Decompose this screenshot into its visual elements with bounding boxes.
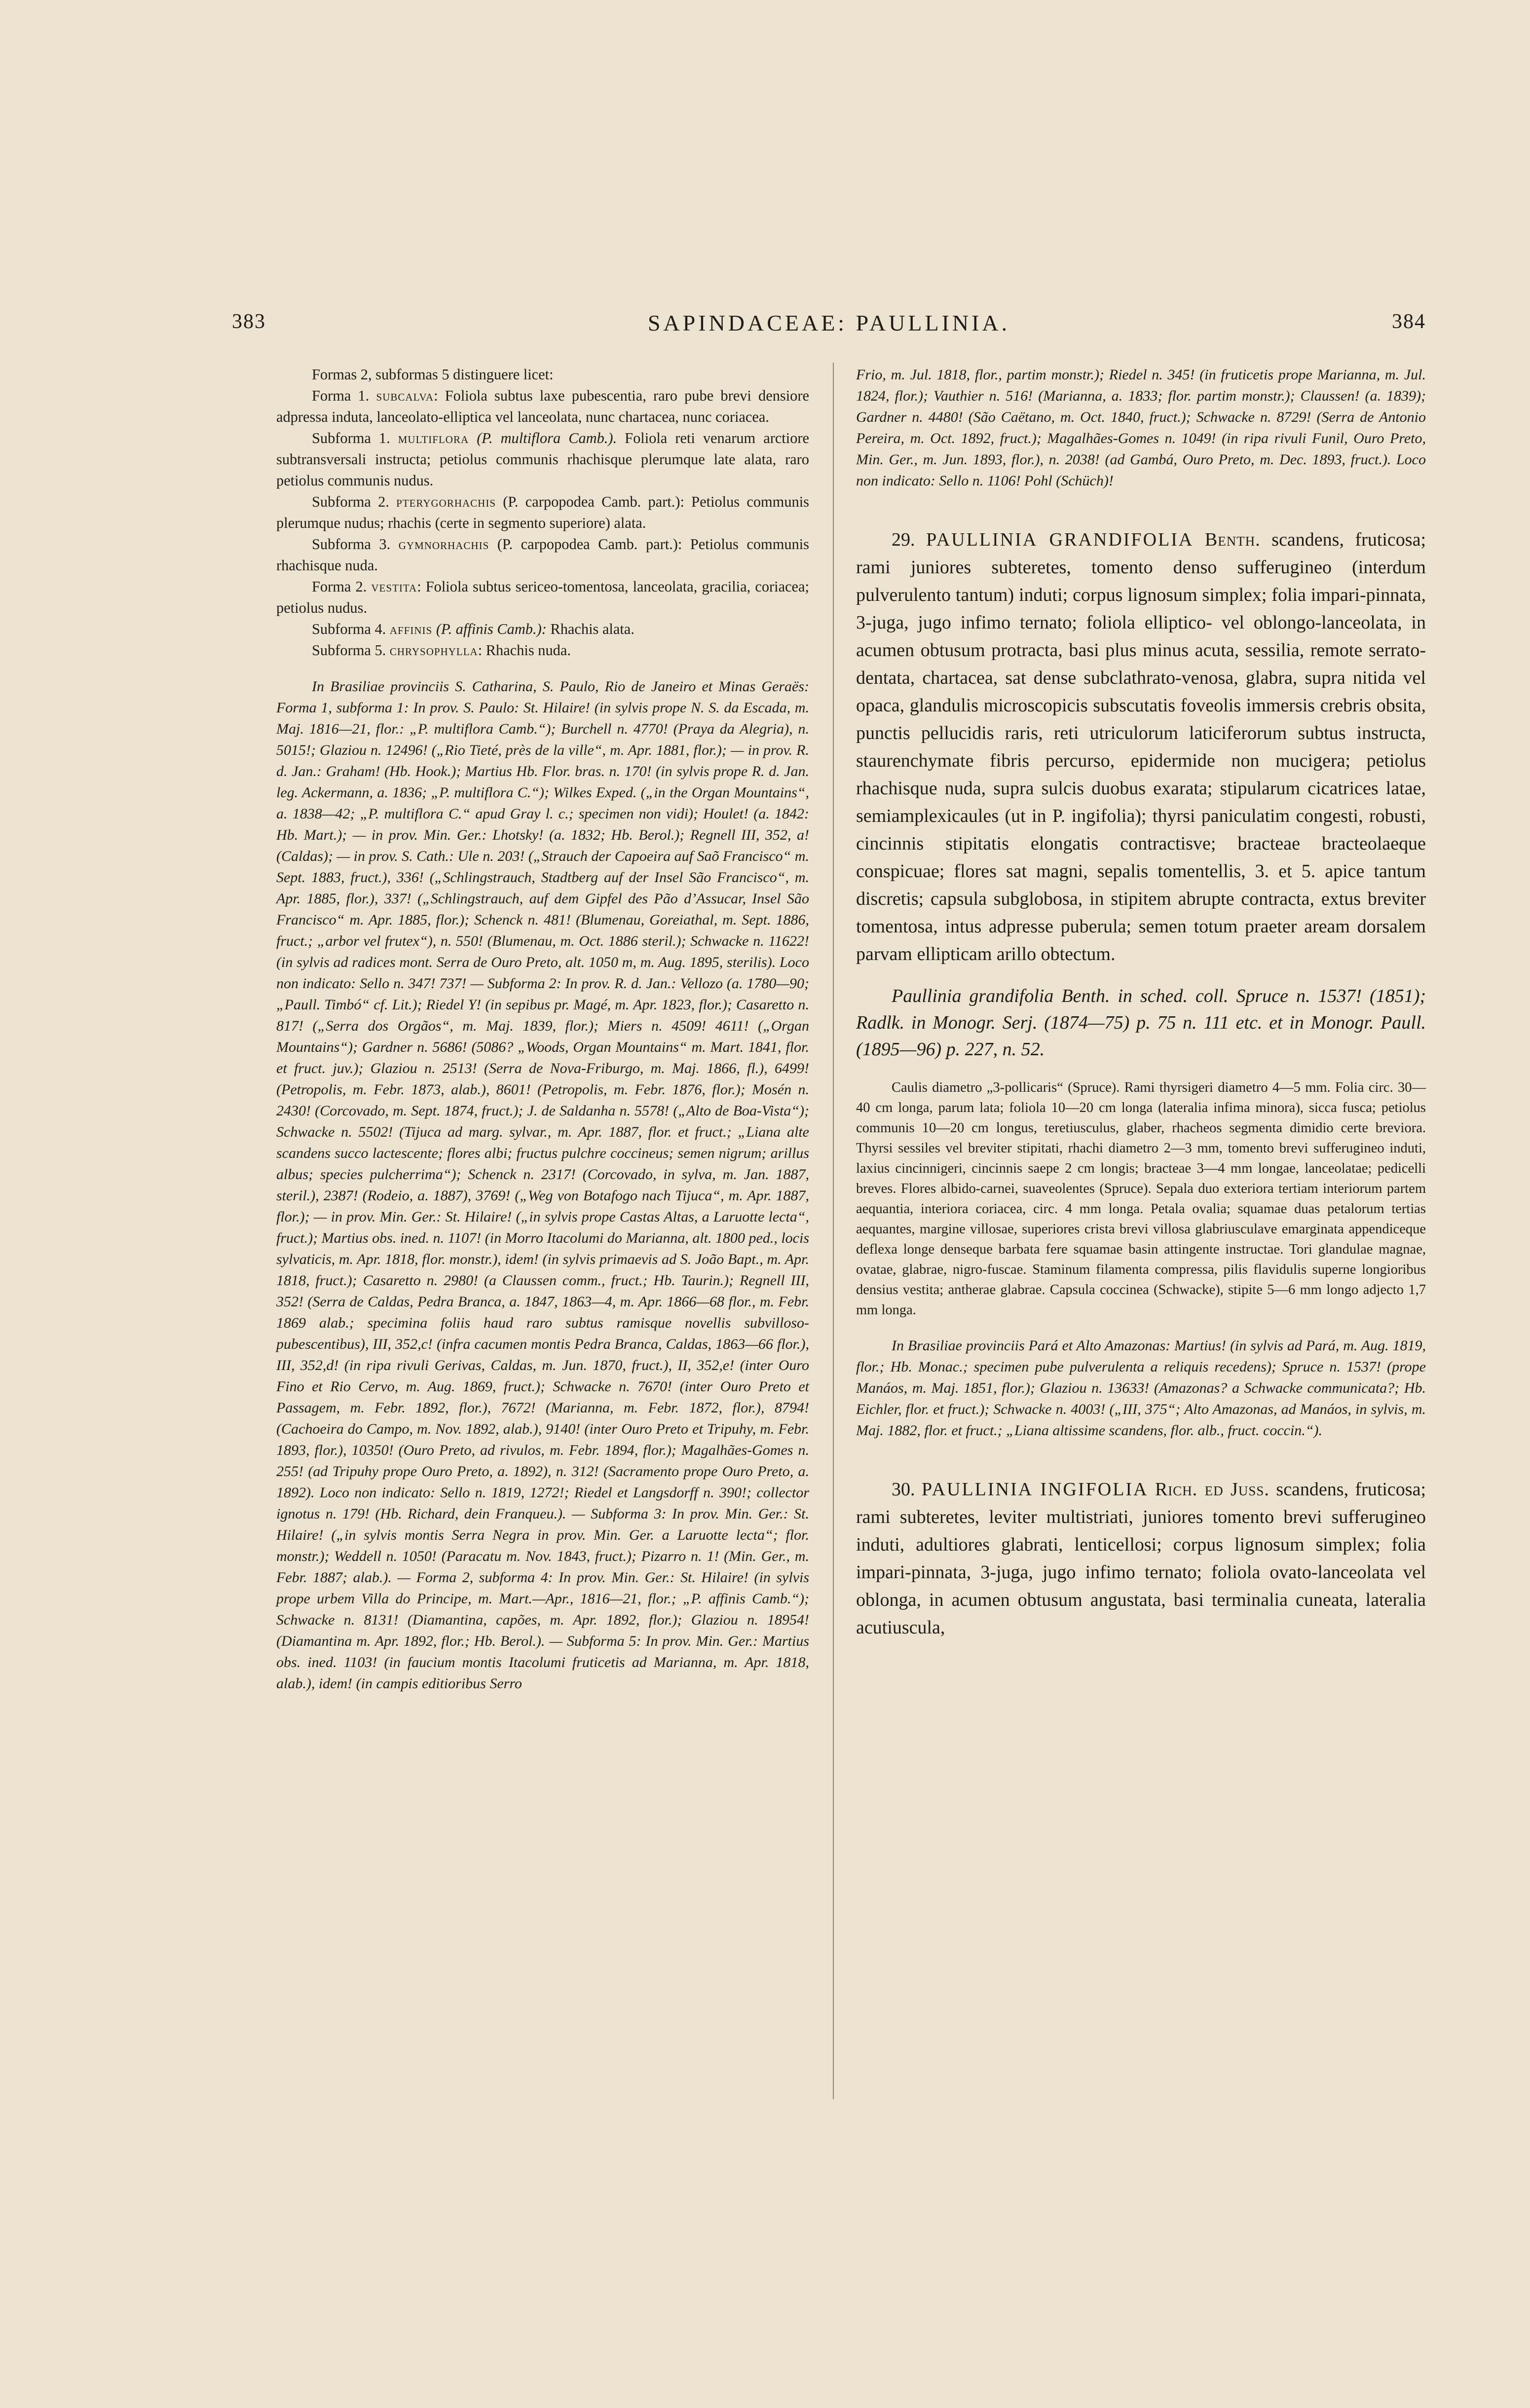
species-29-description: 29. PAULLINIA GRANDIFOLIA Benth. scandens, fruticosa; rami juniores subteretes, tomento denso sufferugineo (interdum pulverulento tantum) induti; corpus lignosum simplex; folia impari-pinnata, 3-juga, jugo infimo ternato; foliola elliptico- vel oblongo-lanceolata, in acumen obtusum protracta, basi plus minus acuta, sessilia, remote serrato-dentata, chartacea, sat dense subclathrato-venosa, glabra, supra nitida vel opaca, glandulis microscopicis subscutatis foveolis immersis crebris obsita, punctis pellucidis raris, reti utriculorum laticiferorum subtus instructa, staurenchymate fibris percurso, epidermide non mucigera; petiolus rhachisque nuda, supra sulcis duobus exarata; stipularum cicatrices latae, semiamplexicaules (ut in P. ingifolia); thyrsi paniculatim congesti, robusti, cincinnis stipitatis elongatis contractisve; bracteae bracteolaeque conspicuae; flores sat magni, sepalis tomentellis, 3. et 5. apice tantum discretis; capsula subglobosa, in stipitem abrupte contracta, extus breviter tomentosa, intus adpresse puberula; semen totum praeter aream dorsalem parvam ellipticam arillo obtectum. xyxy=(856,529,1426,964)
subforma-4: Subforma 4. affinis (P. affinis Camb.): Rhachis alata. xyxy=(312,621,634,637)
species-30-description: 30. PAULLINIA INGIFOLIA Rich. ed Juss. scandens, fruticosa; rami subteretes, leviter multistriati, juniores tomento brevi sufferugineo induti, adultiores glabrati, lenticellosi; corpus lignosum simplex; folia impari-pinnata, 3-juga, jugo infimo ternato; foliola ovato-lanceolata vel oblonga, in acumen obtusum angustata, basi terminalia cuneata, lateralia acutiuscula, xyxy=(856,1479,1426,1638)
running-title: SAPINDACEAE: PAULLINIA. xyxy=(647,310,1010,335)
right-column xyxy=(856,364,1426,1641)
localities-continued: Frio, m. Jul. 1818, flor., partim monstr.); Riedel n. 345! (in fruticetis prope Marianna, m. Jul. 1824, flor.); Vauthier n. 516! (Marianna, a. 1833; flor. partim monstr.); Claussen! (a. 1839); Gardner n. 4480! (São Caëtano, m. Oct. 1840, fruct.); Schwacke n. 8729! (Serra de Antonio Pereira, m. Oct. 1892, fruct.); Magalhães-Gomes n. 1049! (in ripa rivuli Funil, Ouro Preto, Min. Ger., m. Jun. 1893, flor.), n. 2038! (ad Gambá, Ouro Preto, m. Dec. 1893, fruct.). Loco non indicato: Sello n. 1106! Pohl (Schüch)! xyxy=(856,367,1426,489)
subforma-3: Subforma 3. gymnorhachis (P. carpopodea Camb. part.): Petiolus communis rhachisque nuda. xyxy=(276,536,809,574)
species-29-details: Caulis diametro „3-pollicaris“ (Spruce). Rami thyrsigeri diametro 4—5 mm. Folia circ. 30—40 cm longa, parum lata; foliola 10—20 cm longa (lateralia infima minora), sicca fusca; petiolus communis 10—20 cm longus, teretiusculus, glaber, rhacheos segmenta dimidio certe breviora. Thyrsi sessiles vel breviter stipitati, rhachi diametro 2—3 mm, tomento brevi sufferugineo induti, laxius cincinnigeri, cincinnis saepe 2 cm longis; bracteae 3—4 mm longae, lanceolatae; pedicelli breves. Flores albido-carnei, suaveolentes (Spruce). Sepala duo exteriora tertiam interiorum partem aequantia, interiora coriacea, circ. 4 mm longa. Petala ovalia; squamae duas petalorum tertias aequantes, margine villosae, superiores crista brevi villosa glabriusculave emarginata appendiceque deflexa longe denseque barbata fere squamae basin attingente instructae. Tori glandulae magnae, ovatae, glabrae, nigro-fuscae. Staminum filamenta compressa, pilis flavidulis superne longioribus densius vestita; antherae glabrae. Capsula coccinea (Schwacke), stipite 5—6 mm longo adjecto 1,7 mm longa. xyxy=(856,1080,1426,1318)
species-29-localities: In Brasiliae provinciis Pará et Alto Amazonas: Martius! (in sylvis ad Pará, m. Aug. 1819, flor.; Hb. Monac.; specimen pube pulverulenta a reliquis recedens); Spruce n. 1537! (prope Manáos, m. Maj. 1851, flor.); Glaziou n. 13633! (Amazonas? a Schwacke communicata?; Hb. Eichler, flor. et fruct.); Schwacke n. 4003! („III, 375“; Alto Amazonas, ad Manáos, in sylvis, m. Maj. 1882, flor. et fruct.; „Liana altissime scandens, flor. alb., fruct. coccin.“). xyxy=(856,1337,1426,1439)
forma-1: Forma 1. subcalva: Foliola subtus laxe pubescentia, raro pube brevi densiore adpressa induta, lanceolato-elliptica vel lanceolata, nunc chartacea, nunc coriacea. xyxy=(276,387,809,425)
species-29-author: Benth. xyxy=(1204,529,1261,550)
species-30-name: PAULLINIA INGIFOLIA xyxy=(921,1479,1149,1500)
page-number-left: 383 xyxy=(232,310,266,333)
species-30-number: 30. xyxy=(892,1479,915,1500)
species-30-author: Rich. ed Juss. xyxy=(1155,1479,1269,1500)
subforma-1: Subforma 1. multiflora (P. multiflora Camb.). Foliola reti venarum arctiore subtransversali instructa; petiolus communis rhachisque plerumque late alata, raro petiolus communis nudus. xyxy=(276,430,809,489)
left-column xyxy=(276,364,809,1694)
subforma-2: Subforma 2. pterygorhachis (P. carpopodea Camb. part.): Petiolus communis plerumque nudus; rhachis (certe in segmento superiore) alata. xyxy=(276,493,809,531)
page-number-right: 384 xyxy=(1392,310,1426,333)
page-header xyxy=(232,310,1426,344)
forms-intro: Formas 2, subformas 5 distinguere licet: xyxy=(312,366,554,383)
species-29-name: PAULLINIA GRANDIFOLIA xyxy=(926,529,1194,550)
localities-paragraph: In Brasiliae provinciis S. Catharina, S. Paulo, Rio de Janeiro et Minas Geraës: Forma 1, subforma 1: In prov. S. Paulo: St. Hilaire! (in sylvis prope N. S. da Escada, m. Maj. 1816—21, flor.: „P. multiflora Camb.“); Burchell n. 4770! (Praya da Alegria), n. 5015!; Glaziou n. 12496! („Rio Tieté, près de la ville“, m. Apr. 1881, flor.); — in prov. R. d. Jan.: Graham! (Hb. Hook.); Martius Hb. Flor. bras. n. 170! (in sylvis prope R. d. Jan. leg. Ackermann, a. 1836; „P. multiflora C.“); Wilkes Exped. („in the Organ Mountains“, a. 1838—42; „P. multiflora C.“ apud Gray l. c.; specimen non vidi); Houlet! (a. 1842: Hb. Mart.); — in prov. Min. Ger.: Lhotsky! (a. 1832; Hb. Berol.); Regnell III, 352, a! (Caldas); — in prov. S. Cath.: Ule n. 203! („Strauch der Capoeira auf Saõ Francisco“ m. Sept. 1883, fruct.), 336! („Schlingstrauch, Stadtberg auf der Insel São Francisco“, m. Apr. 1885, flor.), 337! („Schlingstrauch, auf dem Gipfel des Pão d’Assucar, Insel São Francisco“ m. Apr. 1885, flor.); Schenck n. 481! (Blumenau, Goreiathal, m. Sept. 1886, fruct.; „arbor vel frutex“), n. 550! (Blumenau, m. Oct. 1886 steril.); Schwacke n. 11622! (in sylvis ad radices mont. Serra de Ouro Preto, alt. 1050 m, m. Aug. 1895, sterilis). Loco non indicato: Sello n. 347! 737! — Subforma 2: In prov. R. d. Jan.: Vellozo (a. 1780—90; „Paull. Timbó“ cf. Lit.); Riedel Y! (in sepibus pr. Magé, m. Apr. 1823, flor.); Casaretto n. 817! („Serra dos Orgãos“, m. Maj. 1839, flor.); Miers n. 4509! 4611! („Organ Mountains“); Gardner n. 5686! (5086? „Woods, Organ Mountains“ m. Mart. 1841, flor. et fruct. juv.); Glaziou n. 2513! (Serra de Nova-Friburgo, m. Maj. 1866, fl.), 6499! (Petropolis, m. Febr. 1873, alab.), 8601! (Petropolis, m. Febr. 1876, flor.); Mosén n. 2430! (Corcovado, m. Sept. 1874, fruct.); J. de Saldanha n. 5578! („Alto de Boa-Vista“); Schwacke n. 5502! (Tijuca ad marg. sylvar., m. Apr. 1887, flor. et fruct.; „Liana alte scandens succo lactescente; flores albi; fructus pulchre coccineus; semen nigrum; arillus albus; species pulcherrima“); Schenck n. 2317! (Corcovado, in sylva, m. Jan. 1887, steril.), 2387! (Rodeio, a. 1887), 3769! („Weg von Botafogo nach Tijuca“, m. Apr. 1887, flor.); — in prov. Min. Ger.: St. Hilaire! („in sylvis prope Castas Altas, a Laruotte lecta“, fruct.); Martius obs. ined. n. 1107! (in Morro Itacolumi do Marianna, alt. 1800 ped., locis sylvaticis, m. Apr. 1818, flor. monstr.), idem! (in sylvis primaevis ad S. João Bapt., m. Apr. 1818, fruct.); Casaretto n. 2980! (a Claussen comm., fruct.; Hb. Taurin.); Regnell III, 352! (Serra de Caldas, Pedra Branca, a. 1847, 1863—4, m. Apr. 1866—68 flor., m. Febr. 1869 alab.; specimina foliis haud raro subtus ramisque novellis subvilloso-pubescentibus), III, 352,c! (infra cacumen montis Pedra Branca, Caldas, 1863—66 flor.), III, 352,d! (in ripa rivuli Gerivas, Caldas, m. Jun. 1870, fruct.), II, 352,e! (inter Ouro Fino et Rio Cervo, m. Aug. 1869, fruct.); Schwacke n. 7670! (inter Ouro Preto et Passagem, m. Febr. 1892, flor.), 7672! (Marianna, m. Febr. 1872, flor.), 8794! (Cachoeira do Campo, m. Nov. 1892, alab.), 9140! (inter Ouro Preto et Tripuhy, m. Febr. 1893, flor.), 10350! (Ouro Preto, ad rivulos, m. Febr. 1894, flor.); Magalhães-Gomes n. 255! (ad Tripuhy prope Ouro Preto, a. 1892), n. 312! (Sacramento prope Ouro Preto, a. 1892). Loco non indicato: Sello n. 1819, 1272!; Riedel et Langsdorff n. 390!; collector ignotus n. 179! (Hb. Richard, dein Franqueu.). — Subforma 3: In prov. Min. Ger.: St. Hilaire! („in sylvis montis Serra Negra in prov. Min. Ger. a Laruotte lecta“; flor. monstr.); Weddell n. 1050! (Paracatu m. Nov. 1843, fruct.); Pizarro n. 1! (Min. Ger., m. Febr. 1887; alab.). — Forma 2, subforma 4: In prov. Min. Ger.: St. Hilaire! (in sylvis prope urbem Villa do Principe, m. Mart.—Apr., 1816—21, flor.; „P. affinis Camb.“); Schwacke n. 8131! (Diamantina, capões, m. Apr. 1892, flor.); Glaziou n. 18954! (Diamantina m. Apr. 1892, flor.; Hb. Berol.). — Subforma 5: In prov. Min. Ger.: Martius obs. ined. 1103! (in faucium montis Itacolumi fruticetis ad Marianna, m. Apr. 1818, alab.), idem! (in campis editioribus Serro xyxy=(276,678,809,1692)
species-29-citation: Paullinia grandifolia Benth. in sched. coll. Spruce n. 1537! (1851); Radlk. in Monogr. Serj. (1874—75) p. 75 n. 111 etc. et in Monogr. Paull. (1895—96) p. 227, n. 52. xyxy=(856,986,1426,1060)
column-divider xyxy=(833,363,834,2099)
species-29-number: 29. xyxy=(892,529,915,550)
forma-2: Forma 2. vestita: Foliola subtus sericeo-tomentosa, lanceolata, gracilia, coriacea; petiolus nudus. xyxy=(276,578,809,616)
subforma-5: Subforma 5. chrysophylla: Rhachis nuda. xyxy=(312,642,571,659)
